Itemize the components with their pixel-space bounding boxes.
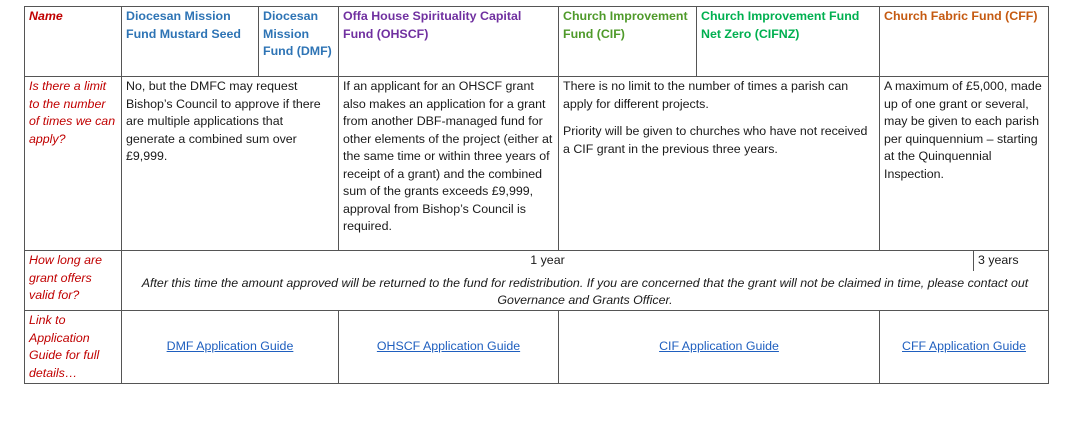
- header-row: [25, 7, 1049, 77]
- header-name: Name: [25, 7, 122, 77]
- header-cifnz: Church Improvement Fund Net Zero (CIFNZ): [697, 7, 880, 77]
- dmf-guide-cell: [122, 311, 339, 384]
- cif-application-guide-link[interactable]: CIF Application Guide: [659, 339, 779, 354]
- limit-row: [25, 77, 1049, 251]
- limit-cff-cell: A maximum of £5,000, made up of one grant or several, may be given to each parish per quinquennium – starting at the Quinquennial Inspection.: [880, 77, 1049, 251]
- header-dmf: Diocesan Mission Fund (DMF): [259, 7, 339, 77]
- guide-link-row: [25, 311, 1049, 384]
- grant-funds-table: [24, 6, 1049, 384]
- limit-dmf-cell: No, but the DMFC may request Bishop’s Council to approve if there are multiple applications that generate a combined sum over £9,999.: [122, 77, 339, 251]
- limit-ohscf-cell: If an applicant for an OHSCF grant also makes an application for a grant from another DBF-managed fund for other elements of the project (either at the same time or within three years of receipt of a grant) and the combined sum of the grants exceeds £9,999, approval from Bishop’s Council is required.: [339, 77, 559, 251]
- cff-guide-cell: [880, 311, 1049, 384]
- ohscf-guide-cell: [339, 311, 559, 384]
- validity-period-cff: 3 years: [973, 251, 1048, 271]
- limit-row-label: Is there a limit to the number of times we can apply?: [25, 77, 122, 251]
- validity-note: After this time the amount approved will be returned to the fund for redistribution. If you are concerned that the grant will not be claimed in time, please contact out Governance and Grants Officer.: [141, 275, 1029, 307]
- header-dmf-mustard-seed: Diocesan Mission Fund Mustard Seed: [122, 7, 259, 77]
- limit-cif-paragraph-1: There is no limit to the number of times a parish can apply for different projects.: [563, 79, 849, 111]
- guide-row-label: Link to Application Guide for full details…: [25, 311, 122, 384]
- validity-cell: [122, 251, 1049, 311]
- limit-cif-paragraph-2: Priority will be given to churches who have not received a CIF grant in the previous three years.: [563, 124, 868, 156]
- header-ohscf: Offa House Spirituality Capital Fund (OHSCF): [339, 7, 559, 77]
- validity-row: [25, 251, 1049, 311]
- dmf-application-guide-link[interactable]: DMF Application Guide: [166, 339, 294, 354]
- cff-application-guide-link[interactable]: CFF Application Guide: [902, 339, 1026, 354]
- validity-row-label: How long are grant offers valid for?: [25, 251, 122, 311]
- validity-period-main: 1 year: [530, 253, 565, 267]
- ohscf-application-guide-link[interactable]: OHSCF Application Guide: [376, 339, 521, 354]
- header-cff: Church Fabric Fund (CFF): [880, 7, 1049, 77]
- limit-cif-cell: [559, 77, 880, 251]
- header-cif: Church Improvement Fund (CIF): [559, 7, 697, 77]
- cif-guide-cell: [559, 311, 880, 384]
